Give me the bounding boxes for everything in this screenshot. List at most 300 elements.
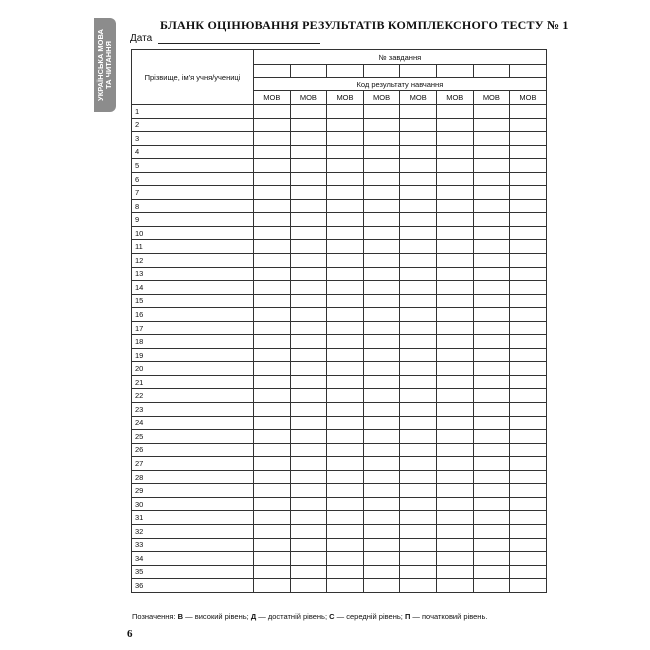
score-cell[interactable] xyxy=(290,565,327,579)
score-cell[interactable] xyxy=(510,226,547,240)
score-cell[interactable] xyxy=(254,511,291,525)
task-number-cell[interactable] xyxy=(254,65,291,78)
score-cell[interactable] xyxy=(290,443,327,457)
score-cell[interactable] xyxy=(473,565,510,579)
score-cell[interactable] xyxy=(436,579,473,593)
score-cell[interactable] xyxy=(473,186,510,200)
score-cell[interactable] xyxy=(363,470,400,484)
score-cell[interactable] xyxy=(363,430,400,444)
score-cell[interactable] xyxy=(363,226,400,240)
score-cell[interactable] xyxy=(473,308,510,322)
score-cell[interactable] xyxy=(363,552,400,566)
score-cell[interactable] xyxy=(400,267,437,281)
score-cell[interactable] xyxy=(327,348,364,362)
score-cell[interactable] xyxy=(290,389,327,403)
score-cell[interactable] xyxy=(290,321,327,335)
score-cell[interactable] xyxy=(290,294,327,308)
score-cell[interactable] xyxy=(327,565,364,579)
score-cell[interactable] xyxy=(363,443,400,457)
score-cell[interactable] xyxy=(327,308,364,322)
score-cell[interactable] xyxy=(254,484,291,498)
score-cell[interactable] xyxy=(254,254,291,268)
score-cell[interactable] xyxy=(473,375,510,389)
score-cell[interactable] xyxy=(473,213,510,227)
score-cell[interactable] xyxy=(327,281,364,295)
score-cell[interactable] xyxy=(327,375,364,389)
score-cell[interactable] xyxy=(436,132,473,146)
task-number-cell[interactable] xyxy=(436,65,473,78)
score-cell[interactable] xyxy=(290,172,327,186)
score-cell[interactable] xyxy=(254,132,291,146)
score-cell[interactable] xyxy=(290,430,327,444)
score-cell[interactable] xyxy=(363,213,400,227)
score-cell[interactable] xyxy=(436,226,473,240)
score-cell[interactable] xyxy=(327,470,364,484)
score-cell[interactable] xyxy=(290,484,327,498)
score-cell[interactable] xyxy=(363,159,400,173)
score-cell[interactable] xyxy=(473,416,510,430)
score-cell[interactable] xyxy=(400,443,437,457)
score-cell[interactable] xyxy=(254,321,291,335)
score-cell[interactable] xyxy=(436,565,473,579)
score-cell[interactable] xyxy=(290,186,327,200)
score-cell[interactable] xyxy=(290,199,327,213)
student-name-cell[interactable]: 30 xyxy=(132,497,254,511)
score-cell[interactable] xyxy=(436,524,473,538)
score-cell[interactable] xyxy=(473,430,510,444)
student-name-cell[interactable]: 13 xyxy=(132,267,254,281)
score-cell[interactable] xyxy=(290,145,327,159)
score-cell[interactable] xyxy=(510,159,547,173)
score-cell[interactable] xyxy=(510,524,547,538)
score-cell[interactable] xyxy=(510,565,547,579)
score-cell[interactable] xyxy=(363,484,400,498)
score-cell[interactable] xyxy=(473,348,510,362)
score-cell[interactable] xyxy=(400,145,437,159)
score-cell[interactable] xyxy=(254,281,291,295)
student-name-cell[interactable]: 34 xyxy=(132,552,254,566)
score-cell[interactable] xyxy=(510,118,547,132)
score-cell[interactable] xyxy=(436,172,473,186)
student-name-cell[interactable]: 20 xyxy=(132,362,254,376)
student-name-cell[interactable]: 32 xyxy=(132,524,254,538)
score-cell[interactable] xyxy=(327,254,364,268)
score-cell[interactable] xyxy=(327,105,364,119)
score-cell[interactable] xyxy=(327,579,364,593)
score-cell[interactable] xyxy=(473,511,510,525)
score-cell[interactable] xyxy=(254,308,291,322)
score-cell[interactable] xyxy=(400,159,437,173)
score-cell[interactable] xyxy=(363,511,400,525)
score-cell[interactable] xyxy=(254,416,291,430)
score-cell[interactable] xyxy=(510,552,547,566)
score-cell[interactable] xyxy=(400,470,437,484)
score-cell[interactable] xyxy=(254,457,291,471)
student-name-cell[interactable]: 23 xyxy=(132,403,254,417)
score-cell[interactable] xyxy=(400,348,437,362)
score-cell[interactable] xyxy=(510,348,547,362)
score-cell[interactable] xyxy=(473,118,510,132)
score-cell[interactable] xyxy=(510,254,547,268)
student-name-cell[interactable]: 27 xyxy=(132,457,254,471)
score-cell[interactable] xyxy=(400,105,437,119)
score-cell[interactable] xyxy=(473,552,510,566)
score-cell[interactable] xyxy=(254,470,291,484)
score-cell[interactable] xyxy=(436,552,473,566)
score-cell[interactable] xyxy=(327,159,364,173)
score-cell[interactable] xyxy=(473,457,510,471)
score-cell[interactable] xyxy=(510,430,547,444)
score-cell[interactable] xyxy=(436,348,473,362)
score-cell[interactable] xyxy=(254,579,291,593)
score-cell[interactable] xyxy=(473,497,510,511)
score-cell[interactable] xyxy=(327,443,364,457)
score-cell[interactable] xyxy=(363,172,400,186)
score-cell[interactable] xyxy=(290,538,327,552)
score-cell[interactable] xyxy=(254,565,291,579)
score-cell[interactable] xyxy=(290,511,327,525)
score-cell[interactable] xyxy=(290,226,327,240)
student-name-cell[interactable]: 5 xyxy=(132,159,254,173)
score-cell[interactable] xyxy=(510,294,547,308)
score-cell[interactable] xyxy=(363,457,400,471)
score-cell[interactable] xyxy=(254,186,291,200)
score-cell[interactable] xyxy=(400,132,437,146)
score-cell[interactable] xyxy=(473,579,510,593)
task-number-cell[interactable] xyxy=(363,65,400,78)
score-cell[interactable] xyxy=(436,484,473,498)
score-cell[interactable] xyxy=(510,497,547,511)
score-cell[interactable] xyxy=(254,240,291,254)
score-cell[interactable] xyxy=(327,186,364,200)
score-cell[interactable] xyxy=(254,362,291,376)
score-cell[interactable] xyxy=(290,281,327,295)
score-cell[interactable] xyxy=(400,226,437,240)
score-cell[interactable] xyxy=(510,389,547,403)
score-cell[interactable] xyxy=(254,524,291,538)
score-cell[interactable] xyxy=(436,267,473,281)
score-cell[interactable] xyxy=(473,159,510,173)
score-cell[interactable] xyxy=(510,335,547,349)
score-cell[interactable] xyxy=(290,105,327,119)
student-name-cell[interactable]: 17 xyxy=(132,321,254,335)
score-cell[interactable] xyxy=(510,416,547,430)
score-cell[interactable] xyxy=(436,416,473,430)
score-cell[interactable] xyxy=(290,308,327,322)
score-cell[interactable] xyxy=(473,281,510,295)
score-cell[interactable] xyxy=(510,172,547,186)
student-name-cell[interactable]: 36 xyxy=(132,579,254,593)
task-number-cell[interactable] xyxy=(400,65,437,78)
score-cell[interactable] xyxy=(254,199,291,213)
score-cell[interactable] xyxy=(327,524,364,538)
score-cell[interactable] xyxy=(290,132,327,146)
score-cell[interactable] xyxy=(363,199,400,213)
score-cell[interactable] xyxy=(400,579,437,593)
score-cell[interactable] xyxy=(363,308,400,322)
student-name-cell[interactable]: 12 xyxy=(132,254,254,268)
score-cell[interactable] xyxy=(400,199,437,213)
student-name-cell[interactable]: 6 xyxy=(132,172,254,186)
score-cell[interactable] xyxy=(436,538,473,552)
score-cell[interactable] xyxy=(473,403,510,417)
score-cell[interactable] xyxy=(290,267,327,281)
score-cell[interactable] xyxy=(254,159,291,173)
score-cell[interactable] xyxy=(400,552,437,566)
student-name-cell[interactable]: 25 xyxy=(132,430,254,444)
score-cell[interactable] xyxy=(327,213,364,227)
student-name-cell[interactable]: 22 xyxy=(132,389,254,403)
score-cell[interactable] xyxy=(290,362,327,376)
score-cell[interactable] xyxy=(327,172,364,186)
score-cell[interactable] xyxy=(400,281,437,295)
student-name-cell[interactable]: 26 xyxy=(132,443,254,457)
score-cell[interactable] xyxy=(363,362,400,376)
score-cell[interactable] xyxy=(400,118,437,132)
score-cell[interactable] xyxy=(473,132,510,146)
score-cell[interactable] xyxy=(436,186,473,200)
score-cell[interactable] xyxy=(290,579,327,593)
score-cell[interactable] xyxy=(436,430,473,444)
score-cell[interactable] xyxy=(473,321,510,335)
score-cell[interactable] xyxy=(436,511,473,525)
score-cell[interactable] xyxy=(327,240,364,254)
score-cell[interactable] xyxy=(436,159,473,173)
score-cell[interactable] xyxy=(473,484,510,498)
date-fill-line[interactable] xyxy=(158,34,320,44)
score-cell[interactable] xyxy=(363,267,400,281)
score-cell[interactable] xyxy=(510,538,547,552)
score-cell[interactable] xyxy=(400,186,437,200)
score-cell[interactable] xyxy=(254,118,291,132)
score-cell[interactable] xyxy=(254,348,291,362)
student-name-cell[interactable]: 16 xyxy=(132,308,254,322)
score-cell[interactable] xyxy=(254,226,291,240)
score-cell[interactable] xyxy=(473,254,510,268)
score-cell[interactable] xyxy=(400,484,437,498)
score-cell[interactable] xyxy=(254,294,291,308)
score-cell[interactable] xyxy=(436,403,473,417)
student-name-cell[interactable]: 9 xyxy=(132,213,254,227)
score-cell[interactable] xyxy=(363,118,400,132)
score-cell[interactable] xyxy=(290,213,327,227)
student-name-cell[interactable]: 21 xyxy=(132,375,254,389)
score-cell[interactable] xyxy=(327,335,364,349)
score-cell[interactable] xyxy=(510,281,547,295)
score-cell[interactable] xyxy=(400,362,437,376)
score-cell[interactable] xyxy=(473,538,510,552)
score-cell[interactable] xyxy=(363,497,400,511)
score-cell[interactable] xyxy=(363,416,400,430)
student-name-cell[interactable]: 28 xyxy=(132,470,254,484)
score-cell[interactable] xyxy=(363,375,400,389)
score-cell[interactable] xyxy=(436,145,473,159)
score-cell[interactable] xyxy=(436,308,473,322)
score-cell[interactable] xyxy=(473,362,510,376)
student-name-cell[interactable]: 8 xyxy=(132,199,254,213)
score-cell[interactable] xyxy=(327,199,364,213)
score-cell[interactable] xyxy=(436,294,473,308)
score-cell[interactable] xyxy=(436,389,473,403)
score-cell[interactable] xyxy=(473,105,510,119)
student-name-cell[interactable]: 4 xyxy=(132,145,254,159)
score-cell[interactable] xyxy=(254,443,291,457)
student-name-cell[interactable]: 19 xyxy=(132,348,254,362)
score-cell[interactable] xyxy=(327,267,364,281)
score-cell[interactable] xyxy=(436,281,473,295)
score-cell[interactable] xyxy=(400,430,437,444)
score-cell[interactable] xyxy=(510,457,547,471)
score-cell[interactable] xyxy=(510,267,547,281)
score-cell[interactable] xyxy=(400,497,437,511)
score-cell[interactable] xyxy=(400,416,437,430)
score-cell[interactable] xyxy=(400,375,437,389)
score-cell[interactable] xyxy=(473,443,510,457)
student-name-cell[interactable]: 31 xyxy=(132,511,254,525)
student-name-cell[interactable]: 14 xyxy=(132,281,254,295)
score-cell[interactable] xyxy=(473,335,510,349)
score-cell[interactable] xyxy=(254,497,291,511)
score-cell[interactable] xyxy=(510,240,547,254)
score-cell[interactable] xyxy=(327,362,364,376)
score-cell[interactable] xyxy=(473,294,510,308)
score-cell[interactable] xyxy=(363,186,400,200)
score-cell[interactable] xyxy=(400,511,437,525)
score-cell[interactable] xyxy=(254,538,291,552)
score-cell[interactable] xyxy=(436,105,473,119)
score-cell[interactable] xyxy=(254,172,291,186)
score-cell[interactable] xyxy=(290,348,327,362)
score-cell[interactable] xyxy=(254,145,291,159)
score-cell[interactable] xyxy=(510,105,547,119)
score-cell[interactable] xyxy=(327,497,364,511)
score-cell[interactable] xyxy=(510,484,547,498)
score-cell[interactable] xyxy=(436,321,473,335)
score-cell[interactable] xyxy=(290,159,327,173)
student-name-cell[interactable]: 3 xyxy=(132,132,254,146)
score-cell[interactable] xyxy=(363,145,400,159)
score-cell[interactable] xyxy=(290,403,327,417)
score-cell[interactable] xyxy=(436,443,473,457)
score-cell[interactable] xyxy=(327,294,364,308)
score-cell[interactable] xyxy=(400,457,437,471)
score-cell[interactable] xyxy=(327,457,364,471)
score-cell[interactable] xyxy=(510,199,547,213)
score-cell[interactable] xyxy=(254,267,291,281)
score-cell[interactable] xyxy=(510,362,547,376)
score-cell[interactable] xyxy=(473,470,510,484)
score-cell[interactable] xyxy=(400,213,437,227)
score-cell[interactable] xyxy=(436,375,473,389)
score-cell[interactable] xyxy=(327,430,364,444)
score-cell[interactable] xyxy=(327,538,364,552)
score-cell[interactable] xyxy=(436,335,473,349)
score-cell[interactable] xyxy=(254,430,291,444)
score-cell[interactable] xyxy=(290,416,327,430)
score-cell[interactable] xyxy=(327,552,364,566)
score-cell[interactable] xyxy=(473,240,510,254)
score-cell[interactable] xyxy=(473,226,510,240)
score-cell[interactable] xyxy=(510,186,547,200)
score-cell[interactable] xyxy=(473,267,510,281)
score-cell[interactable] xyxy=(290,375,327,389)
score-cell[interactable] xyxy=(473,389,510,403)
score-cell[interactable] xyxy=(510,579,547,593)
score-cell[interactable] xyxy=(510,443,547,457)
score-cell[interactable] xyxy=(436,457,473,471)
score-cell[interactable] xyxy=(254,552,291,566)
score-cell[interactable] xyxy=(400,403,437,417)
student-name-cell[interactable]: 7 xyxy=(132,186,254,200)
score-cell[interactable] xyxy=(436,254,473,268)
score-cell[interactable] xyxy=(436,213,473,227)
score-cell[interactable] xyxy=(400,524,437,538)
score-cell[interactable] xyxy=(290,552,327,566)
score-cell[interactable] xyxy=(473,145,510,159)
score-cell[interactable] xyxy=(327,389,364,403)
score-cell[interactable] xyxy=(290,335,327,349)
student-name-cell[interactable]: 35 xyxy=(132,565,254,579)
score-cell[interactable] xyxy=(363,281,400,295)
score-cell[interactable] xyxy=(254,213,291,227)
score-cell[interactable] xyxy=(327,132,364,146)
score-cell[interactable] xyxy=(327,484,364,498)
score-cell[interactable] xyxy=(400,321,437,335)
score-cell[interactable] xyxy=(510,511,547,525)
score-cell[interactable] xyxy=(327,145,364,159)
student-name-cell[interactable]: 11 xyxy=(132,240,254,254)
task-number-cell[interactable] xyxy=(290,65,327,78)
score-cell[interactable] xyxy=(327,511,364,525)
student-name-cell[interactable]: 15 xyxy=(132,294,254,308)
score-cell[interactable] xyxy=(290,240,327,254)
score-cell[interactable] xyxy=(436,199,473,213)
score-cell[interactable] xyxy=(510,321,547,335)
score-cell[interactable] xyxy=(290,118,327,132)
score-cell[interactable] xyxy=(290,254,327,268)
score-cell[interactable] xyxy=(400,308,437,322)
score-cell[interactable] xyxy=(400,389,437,403)
score-cell[interactable] xyxy=(327,403,364,417)
score-cell[interactable] xyxy=(400,335,437,349)
task-number-cell[interactable] xyxy=(327,65,364,78)
score-cell[interactable] xyxy=(363,321,400,335)
score-cell[interactable] xyxy=(327,118,364,132)
score-cell[interactable] xyxy=(363,403,400,417)
score-cell[interactable] xyxy=(363,579,400,593)
score-cell[interactable] xyxy=(363,538,400,552)
score-cell[interactable] xyxy=(510,308,547,322)
score-cell[interactable] xyxy=(363,348,400,362)
score-cell[interactable] xyxy=(363,524,400,538)
score-cell[interactable] xyxy=(510,213,547,227)
score-cell[interactable] xyxy=(400,240,437,254)
score-cell[interactable] xyxy=(436,470,473,484)
score-cell[interactable] xyxy=(290,524,327,538)
score-cell[interactable] xyxy=(327,416,364,430)
score-cell[interactable] xyxy=(400,172,437,186)
score-cell[interactable] xyxy=(327,226,364,240)
task-number-cell[interactable] xyxy=(510,65,547,78)
score-cell[interactable] xyxy=(436,118,473,132)
score-cell[interactable] xyxy=(290,497,327,511)
score-cell[interactable] xyxy=(290,470,327,484)
score-cell[interactable] xyxy=(510,470,547,484)
score-cell[interactable] xyxy=(473,172,510,186)
score-cell[interactable] xyxy=(363,254,400,268)
score-cell[interactable] xyxy=(473,199,510,213)
student-name-cell[interactable]: 10 xyxy=(132,226,254,240)
